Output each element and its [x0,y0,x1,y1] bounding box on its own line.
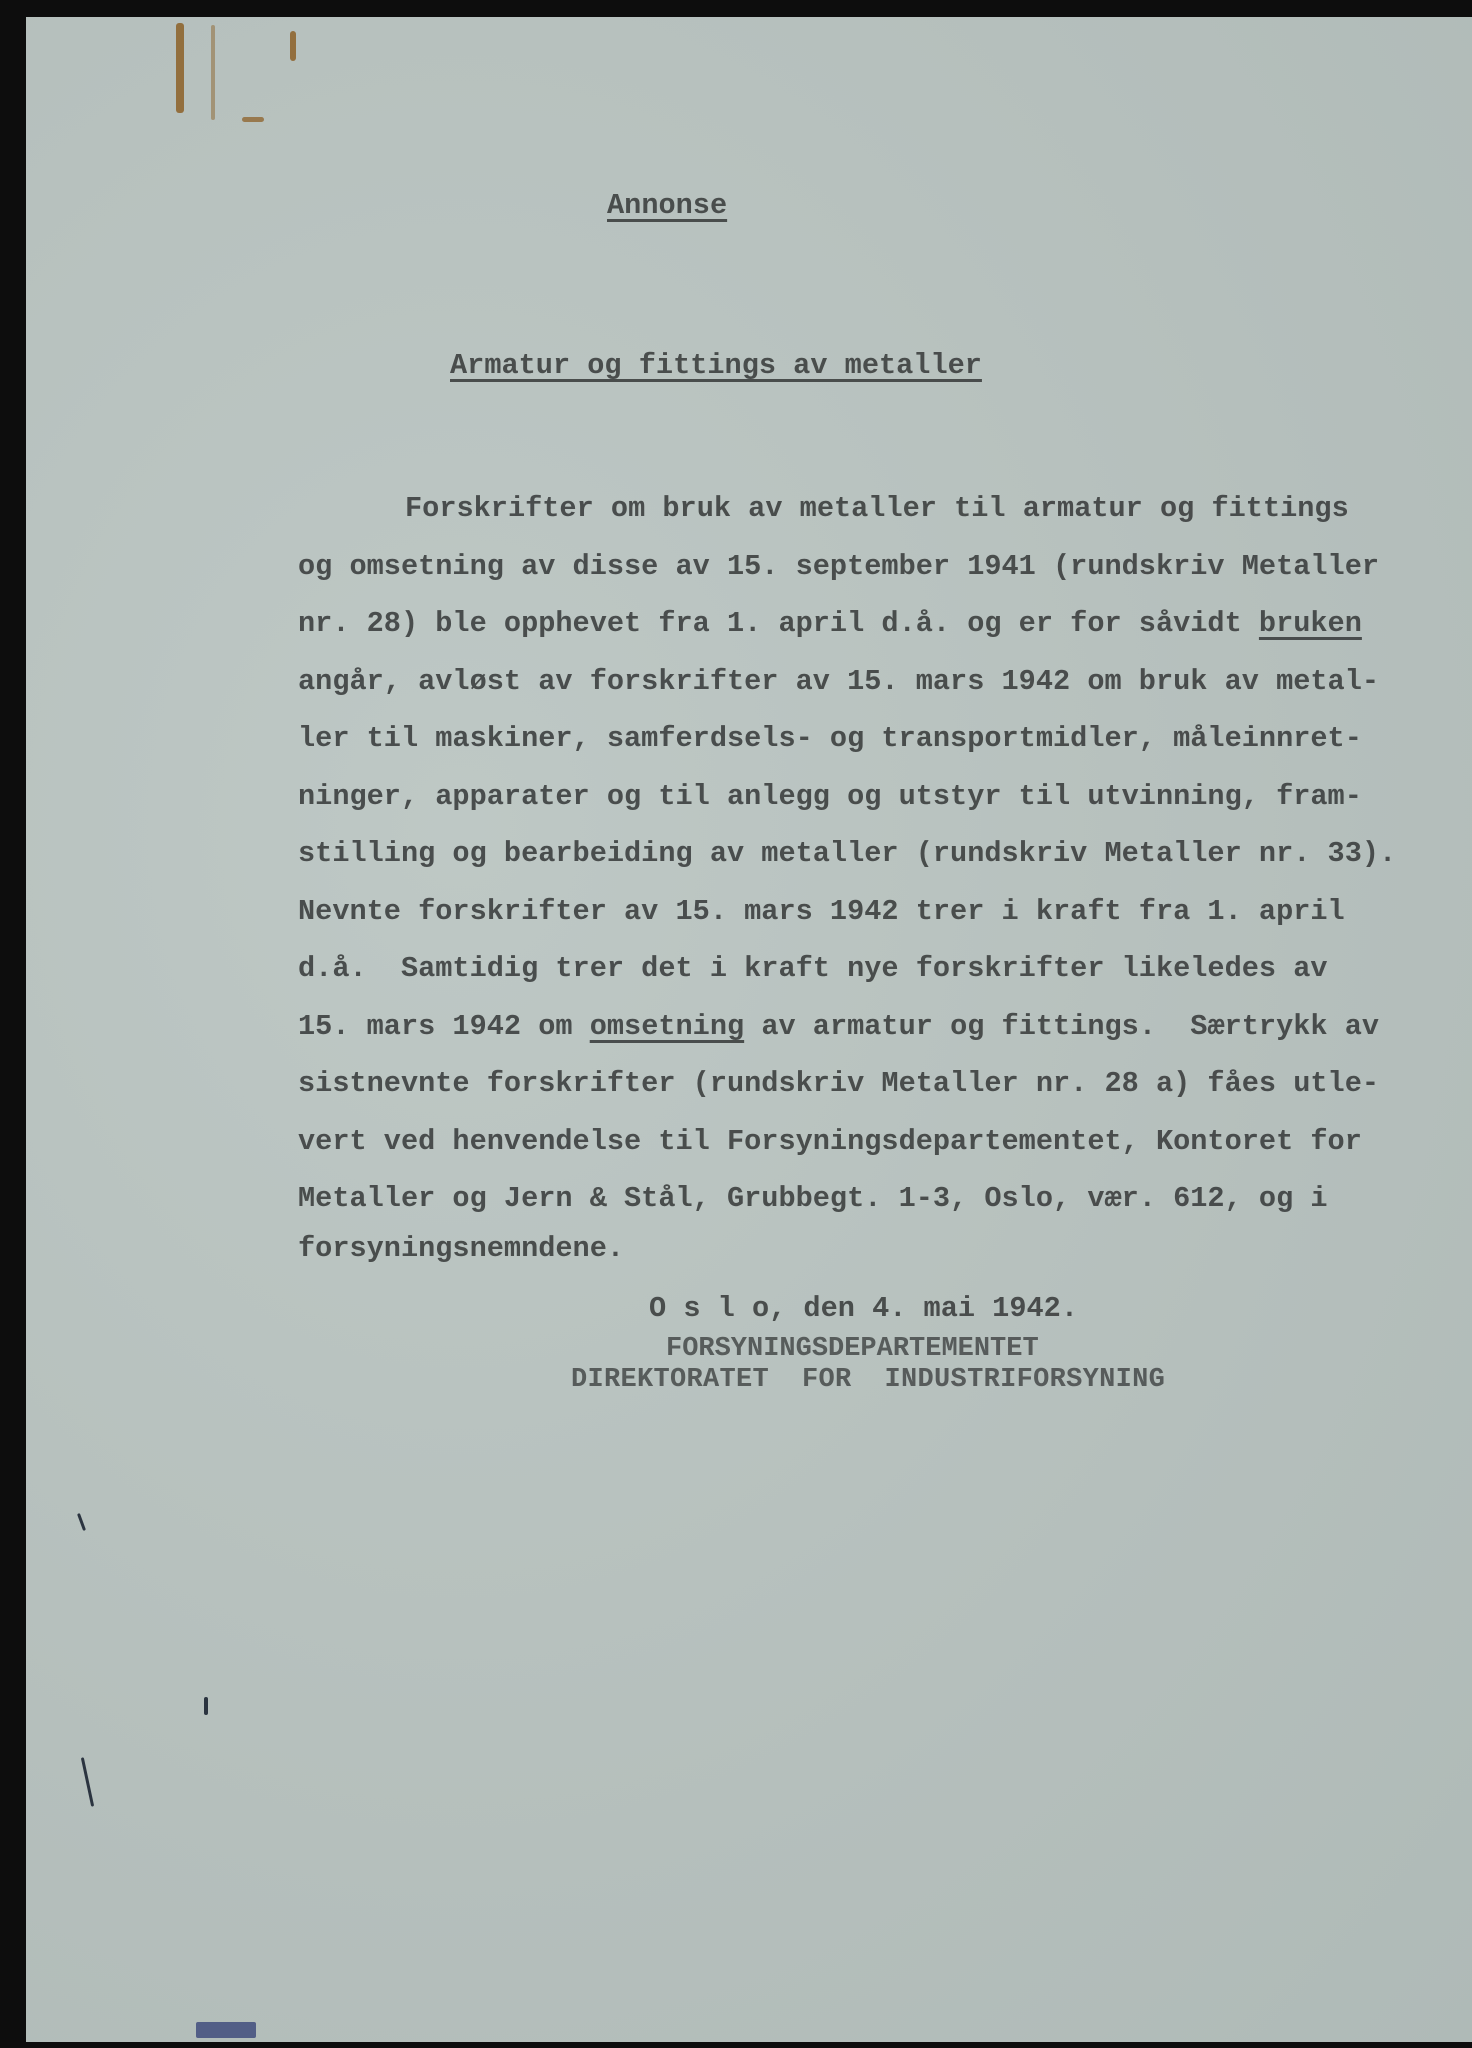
paragraph-line: angår, avløst av forskrifter av 15. mars 1942 om bruk av metal- [298,665,1380,698]
signature-directorate: DIREKTORATET FOR INDUSTRIFORSYNING [571,1365,1166,1395]
document-title: Armatur og fittings av metaller [450,349,982,382]
paragraph-line [298,1010,1380,1043]
paragraph-line: ninger, apparater og til anlegg og utstyr til utvinning, fram- [298,780,1362,813]
heading: Annonse [607,189,728,222]
ink-mark [204,1697,208,1715]
paragraph-line: ler til maskiner, samferdsels- og transportmidler, måleinnret- [298,722,1362,755]
paragraph-line: d.å. Samtidig trer det i kraft nye forskrifter likeledes av [298,952,1328,985]
paragraph-line-text: 15. mars 1942 om [298,1010,590,1043]
paragraph-line: vert ved henvendelse til Forsyningsdepartementet, Kontoret for [298,1125,1362,1158]
paragraph-line: sistnevnte forskrifter (rundskriv Metaller nr. 28 a) fåes utle- [298,1067,1380,1100]
underlined-word: omsetning [589,1010,745,1043]
paragraph-line: forsyningsnemndene. [298,1232,625,1265]
paragraph-line: og omsetning av disse av 15. september 1941 (rundskriv Metaller [298,550,1380,583]
underlined-word: bruken [1258,607,1362,640]
ink-mark [196,2022,256,2038]
paragraph-line: stilling og bearbeiding av metaller (rundskriv Metaller nr. 33). [298,837,1397,870]
ink-mark [77,1513,86,1531]
rust-stain [242,117,264,122]
signature-department: FORSYNINGSDEPARTEMENTET [666,1334,1039,1364]
rust-stain [176,23,184,113]
ink-mark [81,1757,94,1807]
rust-stain [290,31,296,61]
rust-stain [211,25,215,120]
paragraph-line-text: nr. 28) ble opphevet fra 1. april d.å. og er for såvidt [298,607,1259,640]
paragraph-line: Forskrifter om bruk av metaller til armatur og fittings [405,492,1349,525]
paragraph-line: Nevnte forskrifter av 15. mars 1942 trer i kraft fra 1. april [298,895,1345,928]
paragraph-line-text: av armatur og fittings. Særtrykk av [744,1010,1380,1043]
paragraph-line: Metaller og Jern & Stål, Grubbegt. 1-3, Oslo, vær. 612, og i [298,1182,1328,1215]
paragraph-line [298,607,1362,640]
place-date: O s l o, den 4. mai 1942. [649,1292,1078,1325]
